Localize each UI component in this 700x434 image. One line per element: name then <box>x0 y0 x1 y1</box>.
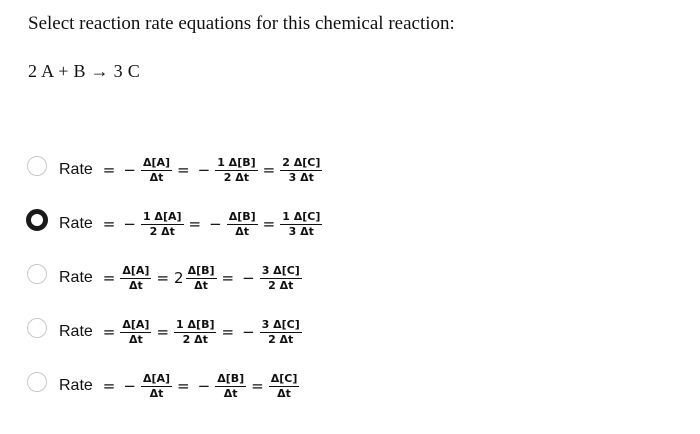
fraction <box>120 318 151 347</box>
fraction <box>120 264 151 293</box>
answer-option[interactable] <box>25 210 445 250</box>
equals-sign: = <box>177 161 190 179</box>
minus-sign: − <box>197 161 211 179</box>
radio-button[interactable] <box>27 156 47 176</box>
numerator: Δ[B] <box>217 371 245 385</box>
equals-sign: = <box>102 215 116 233</box>
equals-sign: = <box>156 323 170 341</box>
numerator: Δ[A] <box>122 263 150 277</box>
radio-button[interactable] <box>26 209 48 231</box>
fraction <box>215 156 257 185</box>
answer-option[interactable] <box>25 156 445 196</box>
fraction <box>141 210 184 239</box>
numerator: Δ[A] <box>142 155 171 169</box>
denominator: Δt <box>129 332 143 346</box>
answer-option[interactable] <box>25 372 445 412</box>
radio-button[interactable] <box>27 318 47 338</box>
denominator: Δt <box>129 278 143 292</box>
fraction <box>141 156 172 185</box>
denominator: Δt <box>194 278 208 292</box>
rate-label: Rate <box>59 377 93 394</box>
denominator: 2 Δt <box>223 170 250 184</box>
denominator: Δt <box>149 170 164 184</box>
coefficient: 2 <box>174 269 184 287</box>
fraction <box>260 264 302 293</box>
answer-option[interactable] <box>25 264 445 304</box>
fraction <box>141 372 172 401</box>
numerator: Δ[A] <box>122 317 150 331</box>
equals-sign: = <box>262 161 276 179</box>
reaction-equation: 2 A + B → 3 C <box>28 61 141 81</box>
numerator: Δ[C] <box>270 371 298 385</box>
rate-label: Rate <box>59 269 93 286</box>
fraction <box>215 372 246 401</box>
denominator: Δt <box>149 386 164 400</box>
equals-sign: = <box>156 269 170 287</box>
rate-equation <box>59 258 303 298</box>
fraction <box>280 156 322 185</box>
minus-sign: − <box>123 377 136 395</box>
answer-option[interactable] <box>25 318 445 358</box>
equals-sign: = <box>102 269 116 287</box>
denominator: 2 Δt <box>268 278 294 292</box>
rate-equation <box>59 150 323 190</box>
numerator: Δ[A] <box>142 371 171 385</box>
fraction <box>174 318 216 347</box>
radio-button[interactable] <box>27 372 47 392</box>
radio-button[interactable] <box>27 264 47 284</box>
denominator: 3 Δt <box>288 224 314 238</box>
numerator: 3 Δ[C] <box>261 317 300 331</box>
fraction <box>186 264 217 293</box>
equals-sign: = <box>102 377 116 395</box>
minus-sign: − <box>209 215 222 233</box>
minus-sign: − <box>123 215 136 233</box>
fraction <box>227 210 258 239</box>
minus-sign: − <box>197 377 211 395</box>
equals-sign: = <box>251 377 264 395</box>
denominator: 2 Δt <box>149 224 175 238</box>
fraction <box>260 318 302 347</box>
rate-label: Rate <box>59 215 93 232</box>
denominator: 2 Δt <box>182 332 208 346</box>
minus-sign: − <box>242 269 255 287</box>
denominator: Δt <box>223 386 238 400</box>
equals-sign: = <box>221 269 235 287</box>
equals-sign: = <box>262 215 276 233</box>
numerator: 1 Δ[B] <box>176 317 215 331</box>
rate-equation <box>59 312 303 352</box>
numerator: 1 Δ[B] <box>217 155 256 169</box>
equals-sign: = <box>221 323 235 341</box>
fraction <box>280 210 322 239</box>
equals-sign: = <box>188 215 202 233</box>
fraction <box>269 372 300 401</box>
question-text: Select reaction rate equations for this chemical reaction: <box>28 13 455 34</box>
rate-label: Rate <box>59 161 93 178</box>
numerator: 2 Δ[C] <box>282 155 321 169</box>
denominator: Δt <box>235 224 250 238</box>
denominator: Δt <box>277 386 291 400</box>
equals-sign: = <box>102 323 116 341</box>
rate-equation <box>59 204 323 244</box>
minus-sign: − <box>123 161 136 179</box>
rate-label: Rate <box>59 323 93 340</box>
equals-sign: = <box>102 161 116 179</box>
numerator: 1 Δ[A] <box>142 209 182 223</box>
numerator: 1 Δ[C] <box>282 209 321 223</box>
denominator: 3 Δt <box>288 170 314 184</box>
numerator: Δ[B] <box>187 263 215 277</box>
numerator: 3 Δ[C] <box>261 263 300 277</box>
denominator: 2 Δt <box>268 332 294 346</box>
numerator: Δ[B] <box>228 209 256 223</box>
minus-sign: − <box>242 323 255 341</box>
rate-equation <box>59 366 300 406</box>
equals-sign: = <box>177 377 190 395</box>
